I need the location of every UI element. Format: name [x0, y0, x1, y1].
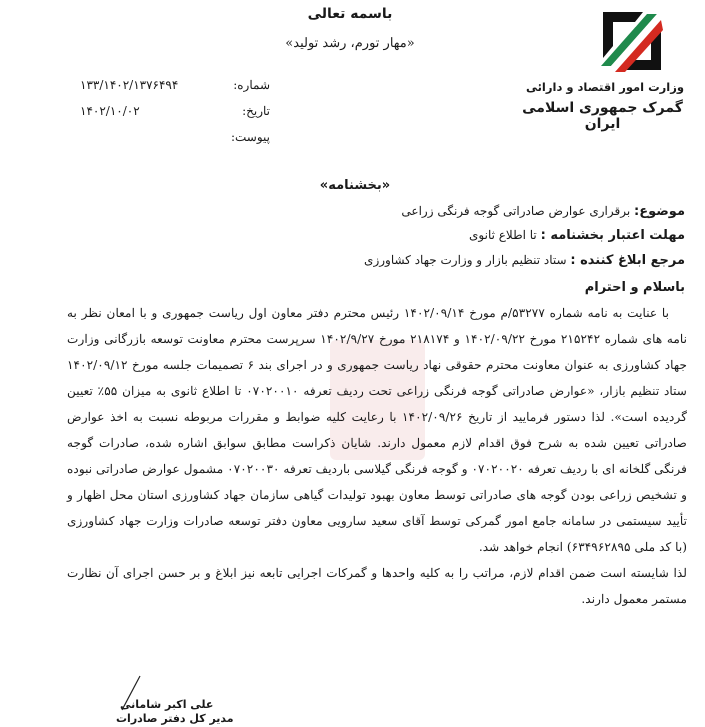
validity-line	[265, 228, 685, 243]
body-paragraph-1: با عنایت به نامه شماره ۵۳۲۷۷/م مورخ ۱۴۰۲/۰۹/۱۴ رئیس محترم دفتر معاون اول ریاست جمهوری و با امعان نظر به نامه های شماره ۲۱۵۲۴۲ مورخ ۱۴۰۲/۰۹/۲۲ و ۲۱۸۱۷۴ مورخ ۱۴۰۲/۹/۲۷ سرپرست محترم معاونت توسعه بازرگانی وزارت جهاد کشاورزی به عنوان معاونت محترم حقوقی نهاد ریاست جمهوری و در اجرای بند ۶ تصمیمات جلسه مورخ ۱۴۰۲/۰۹/۱۲ ستاد تنظیم بازار، «عوارض صادراتی گوجه فرنگی زراعی تحت ردیف تعرفه ۰۷۰۲۰۰۱۰ تا اطلاع ثانوی به میزان ۵۵٪ تعیین گردیده است». لذا دستور فرمایید از تاریخ ۱۴۰۲/۰۹/۲۶ با رعایت کلیه ضوابط و مقررات مربوطه نسبت به اخذ عوارض صادراتی تعیین شده به شرح فوق اقدام لازم معمول دارند. شایان ذکراست مطابق سوابق اشاره شده، صادرات گوجه فرنگی گلخانه ای با ردیف تعرفه ۰۷۰۲۰۰۲۰ و گوجه فرنگی گیلاسی باردیف تعرفه ۰۷۰۲۰۰۳۰ مشمول عوارض صادراتی نبوده و تشخیص زراعی بودن گوجه های صادراتی توسط معاون بهبود تولیدات گیاهی سازمان جهاد کشاورزی استان محل اظهار و تأیید سیستمی در سامانه جامع امور گمرکی توسط آقای سعید سارویی معاون دفتر توسعه صادرات وزارت جهاد کشاورزی (با کد ملی ۶۳۴۹۶۲۸۹۵) انجام خواهد شد.	[67, 306, 688, 554]
letter-body	[67, 300, 687, 612]
subject-label: موضوع:	[634, 204, 685, 219]
subject-value: برقراری عوارض صادراتی گوجه فرنگی زراعی	[401, 204, 631, 218]
authority-label: مرجع ابلاغ کننده :	[570, 253, 685, 268]
signatory-title: مدیر کل دفتر صادرات	[116, 712, 234, 725]
letter-number-row	[80, 78, 270, 92]
number-label: شماره:	[233, 78, 270, 92]
document-title: «بخشنامه»	[319, 178, 391, 193]
date-label: تاریخ:	[242, 104, 270, 118]
validity-label: مهلت اعتبار بخشنامه :	[540, 228, 685, 243]
attachment-label: پیوست:	[230, 130, 270, 144]
signatory-name: علی اکبر شامانی	[120, 698, 214, 711]
date-value: ۱۴۰۲/۱۰/۰۲	[80, 104, 140, 118]
greeting: باسلام و احترام	[584, 280, 685, 295]
ministry-name: وزارت امور اقتصاد و دارائی	[525, 80, 685, 94]
invocation-heading: باسمه تعالی	[307, 6, 393, 22]
year-slogan: «مهار تورم، رشد تولید»	[285, 36, 415, 51]
attachment-row	[80, 130, 270, 144]
organization-name: گمرک جمهوری اسلامی ایران	[522, 100, 683, 132]
letter-date-row	[80, 104, 270, 118]
subject-line	[265, 204, 685, 219]
authority-value: ستاد تنظیم بازار و وزارت جهاد کشاورزی	[364, 253, 567, 267]
authority-line	[265, 253, 685, 268]
validity-value: تا اطلاع ثانوی	[469, 228, 537, 242]
body-paragraph-2: لذا شایسته است ضمن اقدام لازم، مراتب را به کلیه واحدها و گمرکات اجرایی تابعه نیز ابلاغ و بر حسن اجرای آن نظارت مستمر معمول دارند.	[67, 566, 687, 606]
customs-logo-icon	[597, 6, 667, 76]
number-value: ۱۳۳/۱۴۰۲/۱۳۷۶۴۹۴	[80, 78, 179, 92]
